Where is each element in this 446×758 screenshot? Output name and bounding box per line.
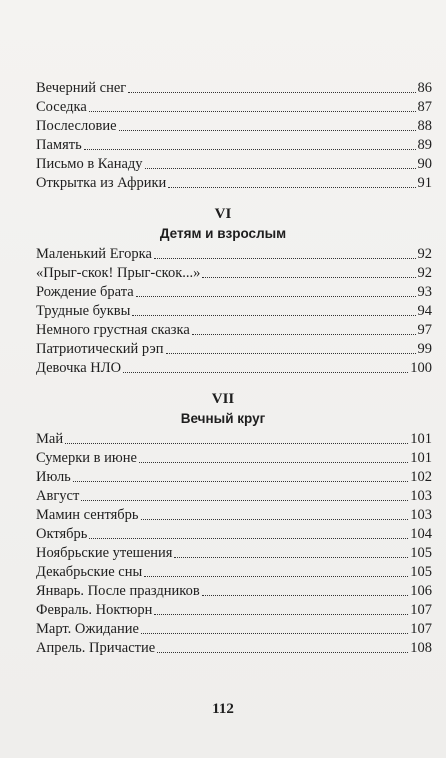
toc-entry-title: Август bbox=[36, 488, 80, 504]
toc-leader-dots bbox=[128, 91, 415, 93]
toc-entry-title: Трудные буквы bbox=[36, 303, 131, 319]
toc-leader-dots bbox=[192, 333, 416, 335]
toc-entry-page: 93 bbox=[417, 284, 432, 300]
toc-leader-dots bbox=[144, 575, 408, 577]
toc-entry-title: Июль bbox=[36, 469, 71, 485]
toc-entry-page: 94 bbox=[417, 303, 432, 319]
toc-entry-page: 100 bbox=[410, 360, 432, 376]
toc-entry-page: 90 bbox=[417, 156, 432, 172]
page-number: 112 bbox=[212, 701, 234, 717]
toc-entry-title: Сумерки в июне bbox=[36, 450, 137, 466]
toc-entry-page: 101 bbox=[410, 450, 432, 466]
toc-leader-dots bbox=[132, 314, 415, 316]
toc-entry-title: Апрель. Причастие bbox=[36, 640, 156, 656]
toc-entry-page: 92 bbox=[417, 265, 432, 281]
toc-entry-title: Немного грустная сказка bbox=[36, 322, 190, 338]
toc-entry-title: Послесловие bbox=[36, 118, 117, 134]
toc-entry-page: 89 bbox=[417, 137, 432, 153]
toc-entry bbox=[36, 505, 432, 524]
toc-leader-dots bbox=[89, 537, 408, 539]
toc-entry-page: 88 bbox=[417, 118, 432, 134]
toc-entry-page: 87 bbox=[417, 99, 432, 115]
toc-entry bbox=[36, 301, 432, 320]
toc-leader-dots bbox=[136, 295, 416, 297]
toc-entry-page: 103 bbox=[410, 488, 432, 504]
toc-entry bbox=[36, 562, 432, 581]
toc-entry bbox=[36, 600, 432, 619]
toc-entry-page: 102 bbox=[410, 469, 432, 485]
toc-leader-dots bbox=[73, 480, 408, 482]
toc-leader-dots bbox=[157, 651, 408, 653]
toc-entry-title: Март. Ожидание bbox=[36, 621, 139, 637]
toc-entry bbox=[36, 282, 432, 301]
toc-leader-dots bbox=[81, 499, 408, 501]
toc-leader-dots bbox=[141, 518, 409, 520]
toc-entry bbox=[36, 581, 432, 600]
toc-entry bbox=[36, 448, 432, 467]
toc-entry bbox=[36, 78, 432, 97]
toc-entry bbox=[36, 638, 432, 657]
toc-entry bbox=[36, 135, 432, 154]
toc-leader-dots bbox=[141, 632, 408, 634]
toc-entry-title: Октябрь bbox=[36, 526, 88, 542]
toc-entry-page: 105 bbox=[410, 545, 432, 561]
toc-leader-dots bbox=[154, 257, 416, 259]
toc-leader-dots bbox=[202, 594, 409, 596]
toc-entry bbox=[36, 619, 432, 638]
toc-entry bbox=[36, 467, 432, 486]
toc-entry-page: 107 bbox=[410, 602, 432, 618]
toc-entry-title: Ноябрьские утешения bbox=[36, 545, 173, 561]
toc-entry-title: Мамин сентябрь bbox=[36, 507, 139, 523]
toc-entry-title: Январь. После праздников bbox=[36, 583, 200, 599]
toc-entry-title: Февраль. Ноктюрн bbox=[36, 602, 153, 618]
toc-entry bbox=[36, 173, 432, 192]
toc-entry-title: Декабрьские сны bbox=[36, 564, 143, 580]
toc-entry bbox=[36, 358, 432, 377]
toc-entry-page: 107 bbox=[410, 621, 432, 637]
toc-entry-page: 101 bbox=[410, 431, 432, 447]
toc-entry bbox=[36, 339, 432, 358]
toc-leader-dots bbox=[139, 461, 408, 463]
toc-entry bbox=[36, 320, 432, 339]
toc-entry-title: Открытка из Африки bbox=[36, 175, 167, 191]
toc-entry-title: Письмо в Канаду bbox=[36, 156, 143, 172]
toc-entry-title: Память bbox=[36, 137, 82, 153]
toc-leader-dots bbox=[154, 613, 408, 615]
toc-entry-title: Патриотический рэп bbox=[36, 341, 164, 357]
toc-leader-dots bbox=[168, 186, 415, 188]
toc-entry bbox=[36, 486, 432, 505]
toc-entry-page: 91 bbox=[417, 175, 432, 191]
toc-entry bbox=[36, 244, 432, 263]
toc-leader-dots bbox=[65, 442, 408, 444]
toc-leader-dots bbox=[174, 556, 408, 558]
toc-entry bbox=[36, 263, 432, 282]
section-number: VII bbox=[211, 391, 235, 407]
section-number: VI bbox=[214, 206, 232, 222]
toc-entry-title: Девочка НЛО bbox=[36, 360, 122, 376]
toc-entry bbox=[36, 543, 432, 562]
toc-entry bbox=[36, 116, 432, 135]
toc-leader-dots bbox=[166, 352, 416, 354]
toc-leader-dots bbox=[84, 148, 416, 150]
toc-entry bbox=[36, 97, 432, 116]
toc-leader-dots bbox=[119, 129, 416, 131]
toc-entry-title: Рождение брата bbox=[36, 284, 134, 300]
section-title: Детям и взрослым bbox=[159, 226, 287, 241]
toc-entry-page: 103 bbox=[410, 507, 432, 523]
toc-entry-page: 92 bbox=[417, 246, 432, 262]
toc-entry-page: 108 bbox=[410, 640, 432, 656]
toc-leader-dots bbox=[89, 110, 416, 112]
toc-leader-dots bbox=[123, 371, 408, 373]
toc-entry-page: 99 bbox=[417, 341, 432, 357]
toc-entry-page: 97 bbox=[417, 322, 432, 338]
toc-entry-page: 106 bbox=[410, 583, 432, 599]
toc-entry bbox=[36, 524, 432, 543]
toc-entry-title: Соседка bbox=[36, 99, 87, 115]
toc-leader-dots bbox=[145, 167, 416, 169]
toc-entry-title: Маленький Егорка bbox=[36, 246, 152, 262]
toc-entry bbox=[36, 154, 432, 173]
section-title: Вечный круг bbox=[180, 411, 266, 426]
toc-leader-dots bbox=[202, 276, 415, 278]
toc-entry-title: «Прыг-скок! Прыг-скок...» bbox=[36, 265, 201, 281]
toc-entry-title: Вечерний снег bbox=[36, 80, 127, 96]
toc-entry bbox=[36, 429, 432, 448]
toc-entry-page: 104 bbox=[410, 526, 432, 542]
toc-entry-page: 86 bbox=[417, 80, 432, 96]
toc-entry-page: 105 bbox=[410, 564, 432, 580]
toc-entry-title: Май bbox=[36, 431, 64, 447]
